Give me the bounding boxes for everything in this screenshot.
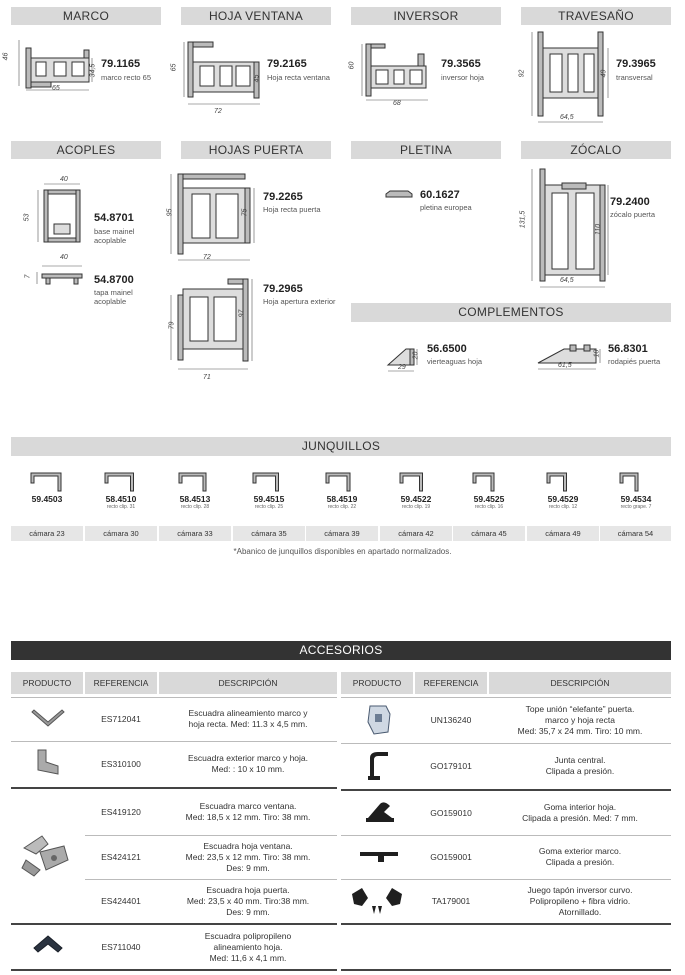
tapa-mainel-dim-width: 40 — [60, 254, 68, 261]
hoja-ventana-dim-width: 72 — [214, 108, 222, 115]
acc-left-desc-5: Escuadra polipropileno alineamiento hoja. Med: 11,6 x 4,1 mm. — [204, 930, 292, 963]
acc-right-ref-4: TA179001 — [431, 895, 471, 906]
junta-central-icon — [360, 748, 396, 784]
acc-right-ref-0: UN136240 — [430, 714, 472, 725]
table-header-producto-right: PRODUCTO — [341, 672, 413, 694]
inversor-dim-height: 60 — [348, 61, 356, 70]
acc-right-ref-2: GO159010 — [430, 807, 472, 818]
junquillo-subtitle: recto grape. 7 — [620, 504, 652, 510]
junquillo-camara: cámara 42 — [380, 526, 452, 541]
rodapies-dim-width: 61,5 — [558, 362, 572, 369]
junquillo-camara: cámara 39 — [306, 526, 378, 541]
section-header-pletina: PLETINA — [351, 141, 501, 159]
junquillo-profile-drawing — [27, 469, 67, 493]
goma-exterior-icon — [356, 846, 402, 866]
table-header-descripcion-right: DESCRIPCIÓN — [489, 672, 671, 694]
junquillo-code: 58.4510 — [105, 494, 137, 504]
marco-dim-height: 46 — [2, 52, 10, 61]
tope-union-elefante-icon — [364, 702, 394, 738]
zocalo-dim-height: 131,5 — [519, 210, 527, 229]
junquillo-profile-drawing — [469, 469, 509, 493]
travesano-dim-inner: 49 — [600, 69, 608, 78]
hoja-recta-puerta-dim-width: 72 — [203, 254, 211, 261]
junquillo-subtitle: recto clip. 22 — [327, 504, 357, 510]
acc-left-desc-2: Escuadra marco ventana. Med: 18,5 x 12 mm. Tiro: 38 mm. — [185, 801, 311, 822]
junquillo-profile-drawing — [543, 469, 583, 493]
table-header-referencia-right: REFERENCIA — [415, 672, 487, 694]
travesano-code: 79.3965 — [616, 58, 656, 70]
hoja-ventana-profile-drawing — [180, 38, 265, 110]
junquillo-subtitle: recto clip. 12 — [548, 504, 578, 510]
vierteaguas-code: 56.6500 — [427, 343, 467, 355]
marco-dim-width: 65 — [52, 85, 60, 92]
escuadra-exterior-icon — [32, 746, 64, 780]
section-header-accesorios: ACCESORIOS — [11, 641, 671, 660]
travesano-desc: transversal — [616, 73, 653, 82]
section-header-travesano: TRAVESAÑO — [521, 7, 671, 25]
hoja-apertura-desc: Hoja apertura exterior — [263, 297, 336, 306]
section-header-junquillos: JUNQUILLOS — [11, 437, 671, 456]
inversor-desc: inversor hoja — [441, 73, 484, 82]
acc-right-desc-1: Junta central. Clipada a presión. — [545, 755, 615, 776]
junquillo-subtitle: recto clip. 16 — [474, 504, 504, 510]
acc-left-ref-1: ES310100 — [101, 758, 141, 769]
rodapies-profile-drawing — [534, 341, 606, 375]
hoja-recta-puerta-dim-inner: 75 — [241, 208, 249, 217]
junquillo-camara: cámara 35 — [233, 526, 305, 541]
table-header-descripcion-left: DESCRIPCIÓN — [159, 672, 337, 694]
acc-right-desc-3: Goma exterior marco. Clipada a presión. — [538, 846, 622, 867]
pletina-profile-drawing — [384, 188, 414, 202]
hoja-ventana-dim-height: 65 — [170, 63, 178, 72]
escuadra-polipropileno-icon — [30, 930, 66, 960]
hoja-apertura-profile-drawing — [166, 275, 260, 375]
inversor-dim-width: 68 — [393, 100, 401, 107]
section-header-acoples: ACOPLES — [11, 141, 161, 159]
acc-left-ref-0: ES712041 — [101, 713, 141, 724]
acc-right-desc-2: Goma interior hoja. Clipada a presión. Med: 7 mm. — [522, 802, 638, 823]
pletina-desc: pletina europea — [420, 203, 472, 212]
travesano-dim-width: 64,5 — [560, 114, 574, 121]
goma-interior-icon — [360, 796, 400, 826]
pletina-code: 60.1627 — [420, 189, 460, 201]
junquillo-profile-drawing — [396, 469, 436, 493]
junquillo-code: 58.4519 — [326, 494, 358, 504]
junquillo-subtitle: recto clip. 31 — [106, 504, 136, 510]
zocalo-code: 79.2400 — [610, 196, 650, 208]
base-mainel-dim-height: 53 — [23, 213, 31, 222]
tapon-inversor-icon — [348, 884, 406, 920]
section-header-complementos: COMPLEMENTOS — [351, 303, 671, 322]
section-header-marco: MARCO — [11, 7, 161, 25]
junquillo-profile-drawing — [249, 469, 289, 493]
tapa-mainel-desc-1: tapa mainel — [94, 288, 133, 297]
junquillo-camara: cámara 49 — [527, 526, 599, 541]
marco-code: 79.1165 — [101, 58, 141, 70]
base-mainel-desc-1: base mainel — [94, 227, 135, 236]
section-header-hoja-ventana: HOJA VENTANA — [181, 7, 331, 25]
acc-left-desc-0: Escuadra alineamiento marco y hoja recta. Med: 11.3 x 4,5 mm. — [188, 708, 308, 729]
junquillo-code: 59.4522 — [400, 494, 432, 504]
hoja-ventana-desc: Hoja recta ventana — [267, 73, 330, 82]
inversor-profile-drawing — [358, 40, 438, 105]
junquillo-code: 59.4534 — [620, 494, 652, 504]
junquillo-subtitle: recto clip. 28 — [180, 504, 210, 510]
zocalo-dim-inner: 110 — [595, 223, 603, 236]
junquillo-camara: cámara 33 — [159, 526, 231, 541]
escuadra-alineamiento-icon — [28, 706, 68, 732]
base-mainel-profile-drawing — [34, 180, 90, 250]
table-header-producto-left: PRODUCTO — [11, 672, 83, 694]
section-header-inversor: INVERSOR — [351, 7, 501, 25]
junquillo-code: 58.4513 — [179, 494, 211, 504]
hoja-recta-puerta-desc: Hoja recta puerta — [263, 205, 321, 214]
marco-dim-inner: 34,5 — [89, 63, 97, 78]
junquillo-profile-drawing — [616, 469, 656, 493]
acc-right-desc-0: Tope unión “elefante” puerta. marco y hoja recta Med: 35,7 x 24 mm. Tiro: 10 mm. — [517, 703, 643, 736]
acc-right-ref-1: GO179101 — [430, 760, 472, 771]
vierteaguas-dim-height: 20 — [412, 351, 420, 360]
hoja-recta-puerta-profile-drawing — [166, 170, 260, 265]
junquillos-note: *Abanico de junquillos disponibles en apartado normalizados. — [233, 547, 452, 556]
hoja-ventana-code: 79.2165 — [267, 58, 307, 70]
junquillo-code: 59.4525 — [473, 494, 505, 504]
junquillo-camara: cámara 30 — [85, 526, 157, 541]
junquillo-subtitle: recto clip. 25 — [254, 504, 284, 510]
junquillo-profile-drawing — [101, 469, 141, 493]
hoja-apertura-dim-inner: 97 — [238, 309, 246, 318]
zocalo-dim-width: 64,5 — [560, 277, 574, 284]
junquillo-profile-drawing — [322, 469, 362, 493]
hoja-apertura-dim-height: 79 — [168, 321, 176, 330]
rodapies-dim-height: 18 — [593, 349, 601, 358]
tapa-mainel-dim-height: 7 — [24, 274, 32, 279]
hoja-recta-puerta-code: 79.2265 — [263, 191, 303, 203]
travesano-profile-drawing — [528, 30, 614, 126]
base-mainel-code: 54.8701 — [94, 212, 134, 224]
acc-left-ref-4: ES424401 — [101, 895, 141, 906]
base-mainel-dim-width: 40 — [60, 176, 68, 183]
acc-right-desc-4: Juego tapón inversor curvo. Polipropileno + fibra vidrio. Atornillado. — [527, 884, 633, 917]
marco-desc: marco recto 65 — [101, 73, 152, 82]
acc-left-desc-3: Escuadra hoja ventana. Med: 23,5 x 12 mm. Tiro: 38 mm. Des: 9 mm. — [185, 840, 311, 873]
tapa-mainel-profile-drawing — [34, 260, 90, 290]
junquillo-profile-drawing — [175, 469, 215, 493]
tapa-mainel-code: 54.8700 — [94, 274, 134, 286]
table-header-referencia-left: REFERENCIA — [85, 672, 157, 694]
junquillo-subtitle: recto clip. 19 — [401, 504, 431, 510]
acc-left-desc-4: Escuadra hoja puerta. Med: 23,5 x 40 mm. Tiro:38 mm. Des: 9 mm. — [186, 884, 310, 917]
hoja-apertura-dim-width: 71 — [203, 374, 211, 381]
section-header-zocalo: ZÓCALO — [521, 141, 671, 159]
junquillo-camara: cámara 54 — [600, 526, 671, 541]
acc-left-desc-1: Escuadra exterior marco y hoja. Med: : 10 x 10 mm. — [188, 753, 308, 774]
junquillo-code: 59.4529 — [547, 494, 579, 504]
hoja-apertura-code: 79.2965 — [263, 283, 303, 295]
junquillo-code: 59.4515 — [253, 494, 285, 504]
base-mainel-desc-2: acoplable — [94, 236, 127, 245]
acc-right-ref-3: GO159001 — [430, 851, 472, 862]
junquillo-code: 59.4503 — [31, 494, 63, 504]
hoja-recta-puerta-dim-height: 95 — [166, 208, 174, 217]
section-header-hojas-puerta: HOJAS PUERTA — [181, 141, 331, 159]
inversor-code: 79.3565 — [441, 58, 481, 70]
zocalo-desc: zócalo puerta — [610, 210, 656, 219]
rodapies-desc: rodapiés puerta — [608, 357, 661, 366]
acc-left-ref-3: ES424121 — [101, 851, 141, 862]
junquillo-camara: cámara 45 — [453, 526, 525, 541]
acc-left-ref-2: ES419120 — [101, 806, 141, 817]
escuadra-marco-hoja-icon — [18, 830, 74, 880]
rodapies-code: 56.8301 — [608, 343, 648, 355]
hoja-ventana-dim-inner: 45 — [253, 74, 261, 83]
vierteaguas-dim-width: 29 — [398, 364, 406, 371]
acc-left-ref-5: ES711040 — [101, 941, 141, 952]
travesano-dim-height: 92 — [518, 69, 526, 78]
junquillo-camara: cámara 23 — [11, 526, 83, 541]
vierteaguas-desc: vierteaguas hoja — [427, 357, 483, 366]
tapa-mainel-desc-2: acoplable — [94, 297, 127, 306]
